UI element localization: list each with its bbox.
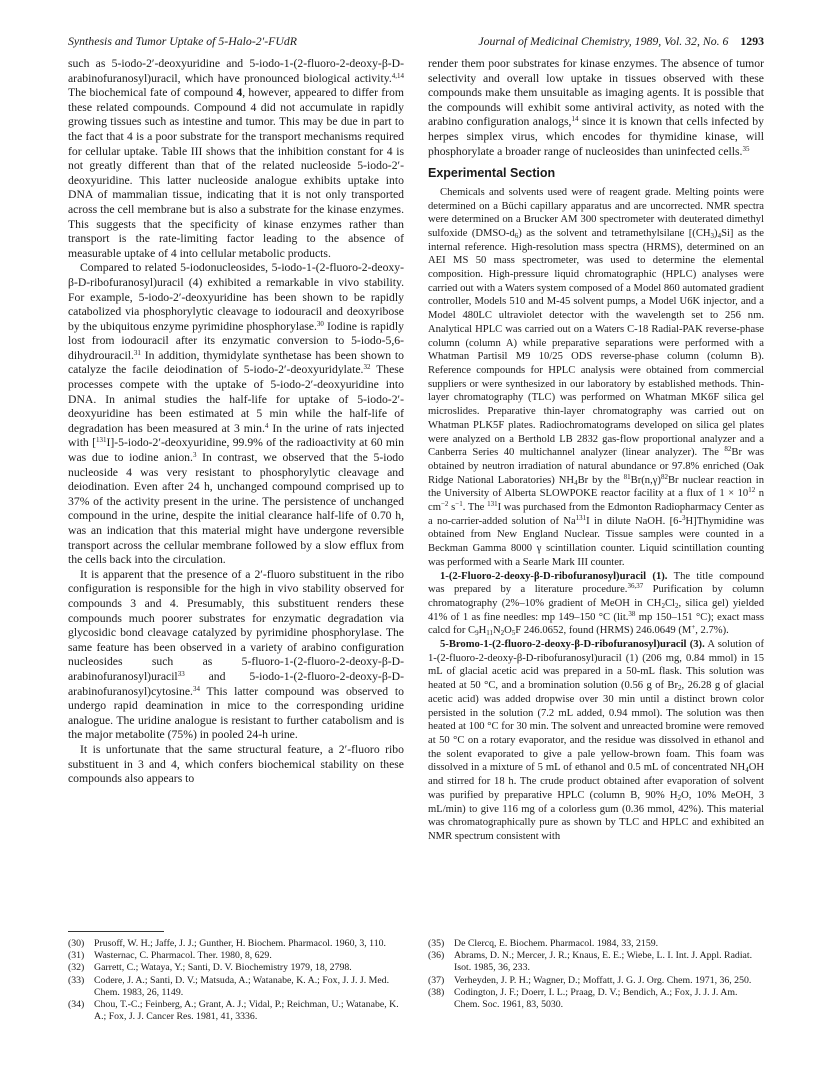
citation-sup: 35: [742, 144, 750, 153]
text-run: , 26.28 g of glacial acetic acid) was added dropwise over 30 min until a distinct brown color persisted in the solution (7.2 mL added, 0.94 mmol). The solution was then heated at 100 °C for 30 min. The solvent and unreacted bromine were removed at 50 °C on a rotary evaporator, and the residue was dissolved in ethanol and the solent evaporated to give a pale yellow-brown foam. This foam was dissolved in a mixture of 5 mL of ethanol and 0.5 mL of concentrated NH: [428, 680, 765, 774]
isotope-sup: 131: [95, 436, 107, 445]
text-run: , 2.7%).: [695, 625, 729, 637]
text-run: In addition, thymidylate synthetase has been shown to catalyze the facile deiodination of 5-iodo-2′-deoxyuridylate.: [68, 348, 404, 377]
text-run: . The: [462, 502, 488, 514]
exponent-sup: 12: [748, 486, 756, 495]
exponent-sup: −2: [440, 500, 449, 509]
reference-item: [68, 999, 404, 1023]
text-run: ): [714, 227, 718, 239]
isotope-sup: 3: [682, 513, 686, 522]
references-left: [68, 938, 404, 1023]
isotope-sup: 81: [623, 472, 631, 481]
reference-item: [428, 987, 764, 1011]
paragraph: [428, 57, 764, 159]
subscript: 2: [500, 629, 505, 638]
text-run: Cl: [664, 597, 675, 609]
text-run: H: [478, 625, 487, 637]
subscript: 4: [717, 231, 722, 240]
text-run: The title compound was prepared by a literature procedure.: [428, 570, 764, 596]
citation-sup: 31: [133, 348, 141, 357]
reference-number: (38): [428, 986, 445, 998]
running-title: Synthesis and Tumor Uptake of 5-Halo-2′-FUdR: [68, 34, 297, 48]
reference-text: Codere, J. A.; Santi, D. V.; Matsuda, A.; Watanabe, K. A.; Fox, J. J. J. Med. Chem. 1983, 26, 1149.: [94, 974, 390, 998]
subscript: 9: [475, 629, 479, 638]
text-run: and 5-iodo-1-(2-fluoro-2-deoxy-β-D-arabinofuranosyl)cytosine.: [68, 669, 404, 698]
journal-citation: [478, 34, 764, 49]
reference-number: (33): [68, 974, 85, 986]
reference-text: Prusoff, W. H.; Jaffe, J. J.; Gunther, H. Biochem. Pharmacol. 1960, 3, 110.: [94, 938, 386, 949]
footnote-rule: [68, 931, 164, 932]
text-run: It is apparent that the presence of a 2′-fluoro substituent in the ribo configuration is responsible for the high in vivo stability observed for compounds 3 and 4. Presumably, this substituent renders these compounds much poorer substrates for enzymatic degradation via glycosidic bond cleavage catalyzed by pyrimidine phosphorylase. The same feature has been observed in a variety of arabino configuration nucleosides such as 5-fluoro-1-(2-fluoro-2-deoxy-β-D-arabinofuranosyl)uracil: [68, 567, 404, 683]
text-run: Br nuclear reaction in the University of Alberta SLOWPOKE reactor facility at a flux of 1 × 10: [428, 474, 765, 500]
reference-item: [428, 938, 764, 950]
reference-item: [68, 950, 404, 962]
exponent-sup: −1: [455, 500, 463, 509]
right-column: [428, 57, 764, 844]
paragraph: [68, 57, 404, 261]
reference-text: Chou, T.-C.; Feinberg, A.; Grant, A. J.; Vidal, P.; Reichman, U.; Watanabe, K. A.; Fox, J. J. Cancer Res. 1981, 41, 3336.: [94, 999, 399, 1023]
citation-sup: 36,37: [627, 582, 644, 591]
citation-sup: 30: [316, 319, 324, 328]
charge-sup: +: [691, 623, 696, 632]
text-run: Compared to related 5-iodonucleosides, 5-iodo-1-(2-fluoro-2-deoxy-β-D-ribofuranosyl)uracil (4) exhibited a remarkable in vivo stability. For example, 5-iodo-2′-deoxyuridine has been shown to be rapidly catabolized via phosphorylytic cleavage to iodouracil and deoxyribose by the ubiquitous enzyme pyrimidine phosphorylase.: [68, 261, 404, 333]
compound-heading: 5-Bromo-1-(2-fluoro-2-deoxy-β-D-ribofuranosyl)uracil (3).: [440, 639, 705, 651]
text-run: F 246.0652, found (HRMS) 246.0649 (M: [515, 625, 692, 637]
running-header: [68, 34, 764, 50]
reference-item: [68, 975, 404, 999]
paragraph: [428, 638, 764, 844]
left-column: [68, 57, 404, 787]
citation-sup: 32: [363, 363, 371, 372]
page-number: 1293: [740, 34, 764, 48]
text-run: n cm: [428, 488, 764, 514]
reference-text: Garrett, C.; Wataya, Y.; Santi, D. V. Biochemistry 1979, 18, 2798.: [94, 962, 352, 974]
reference-item: [428, 975, 764, 987]
text-run: render them poor substrates for kinase enzymes. The absence of tumor selectivity and overall low uptake in tissues observed with these compounds make them unsuitable as imaging agents. It is possible that the compounds will exhibit some antiviral activity, as noted with the arabino configuration analogs,: [428, 57, 764, 129]
text-run: H]Thymidine was obtained from New England Nuclear. Tissue samples were counted in a Beckman Gamma 8000 γ scintillation counter. Liquid scintillation counting was performed with a Searle Mark III counter.: [428, 515, 764, 568]
reference-item: [68, 938, 404, 950]
reference-text: Verheyden, J. P. H.; Wagner, D.; Moffatt, J. G. J. Org. Chem. 1971, 36, 250.: [454, 974, 752, 986]
paragraph: [68, 261, 404, 567]
reference-number: (37): [428, 974, 445, 986]
citation-sup: 14: [571, 115, 579, 124]
citation-sup: 38: [628, 609, 636, 618]
text-run: such as 5-iodo-2′-deoxyuridine and 5-iodo-1-(2-fluoro-2-deoxy-β-D-arabinofuranosyl)uracil, which have pronounced biological activity.: [68, 57, 404, 85]
paragraph: [428, 570, 764, 639]
reference-text: Codington, J. F.; Doerr, I. L.; Praag, D. V.; Bendich, A.; Fox, J. J. J. Am. Chem. Soc. 1961, 83, 5030.: [454, 986, 738, 1011]
text-run: OH and stirred for 18 h. The crude product obtained after evaporation of solvent was purified by preparative HPLC (column B, 90% H: [428, 762, 764, 801]
isotope-sup: 131: [575, 513, 587, 522]
subscript: 3: [710, 231, 715, 240]
reference-number: (35): [428, 938, 445, 949]
reference-text: Wasternac, C. Pharmacol. Ther. 1980, 8, 629.: [94, 950, 272, 962]
subscript: 11: [486, 629, 493, 638]
paragraph: [68, 568, 404, 743]
text-run: ) as the solvent and tetramethylsilane [(CH: [518, 227, 711, 239]
reference-number: (31): [68, 950, 85, 962]
isotope-sup: 82: [724, 445, 732, 454]
text-run: I in dilute NaOH. [6-: [586, 515, 683, 527]
text-run: Iodine is rapidly lost from iodouracil after its enzymatic conversion to 5-iodo-5,6-dihydrouracil.: [68, 319, 404, 362]
text-run: In contrast, we observed that the 5-iodo nucleoside 4 was very resistant to phosphorylytic cleavage and deiodination. Even after 24 h, unchanged compound comprised up to 37% of the activity present in the urine. The persistence of unchanged compound in the urine, despite the initial clearance half-life of 0.70 h, was an indication that this material might have undergone reversible transport across the cellular membrane followed by a slow efflux from the cells back into the circulation.: [68, 451, 404, 567]
reference-text: Abrams, D. N.; Mercer, J. R.; Knaus, E. E.; Wiebe, L. I. Int. J. Appl. Radiat. Isot. 1985, 36, 233.: [454, 950, 753, 974]
subscript: 2: [674, 601, 679, 610]
subscript: 2: [678, 684, 682, 693]
text-run: I was purchased from the Edmonton Radiopharmacy Center as a no-carrier-added solution of Na: [428, 502, 764, 527]
text-run: I]-5-iodo-2′-deoxyuridine, 99.9% of the radioactivity at 60 min was due to iodine anion.: [68, 436, 405, 465]
text-run: Purification by column chromatography (2%–10% gradient of MeOH in CH: [428, 584, 764, 609]
citation-sup: 4,14: [391, 71, 404, 80]
text-run: These processes compete with the uptake of 5-iodo-2′-deoxyuridine into DNA. In animal studies the half-life for uptake of 5-iodo-2′-deoxyuridine has been estimated at 5 min while the half-life of degradation has been measured at 3 min.: [68, 363, 404, 435]
subscript: 6: [514, 231, 519, 240]
subscript: 4: [745, 766, 749, 775]
text-run: , however, appeared to differ from these related compounds. Compound 4 did not accumulate in rapidly growing tissues such as intestine and tumor. This may be due in part to the fact that 4 is a poor substrate for the transport mechanisms required for cellular uptake. Table III shows that the inhibition constant for 4 is not greatly different than that of the related nucleoside 5-iodo-2′-deoxyuridine. This latter nucleoside analogue exhibits uptake into DNA of mammalian tissue, indicating that it is not only transported across the cell membrane but is also a substrate for the kinase enzymes. This suggests that the specificity of kinase enzymes rather than transport is the rate-limiting factor leading to the absence of measurable uptake of 4 into cellular metabolic products.: [68, 86, 404, 260]
isotope-sup: 131: [487, 500, 498, 509]
text-run: , silica gel) yielded 41% of 1 as fine needles: mp 149–150 °C (lit.: [428, 597, 764, 623]
text-run: Chemicals and solvents used were of reagent grade. Melting points were determined on a Büchi capillary apparatus and are uncorrected. NMR spectra were determined on a Brucker AM 300 spectrometer with deuterated dimethyl sulfoxide (DMSO-d: [428, 186, 764, 239]
paragraph: [428, 186, 764, 570]
journal-name: Journal of Medicinal Chemistry, 1989, Vol. 32, No. 6: [478, 34, 729, 48]
reference-text: De Clercq, E. Biochem. Pharmacol. 1984, 33, 2159.: [454, 938, 659, 949]
text-run: s: [448, 502, 456, 514]
text-run: Br(n,γ): [630, 474, 661, 486]
text-run: mp 150–151 °C); exact mass calcd for C: [428, 611, 764, 637]
text-run: since it is known that cells infected by herpes simplex virus, which encodes for thymidine kinase, will phosphorylate a broader range of nucleosides than uninfected cells.: [428, 115, 764, 158]
text-run: Br was obtained by neutron irradiation of natural abundance or 97.8% enriched (Oak Ridge National Laboratories) NH: [428, 447, 764, 486]
subscript: 2: [677, 793, 682, 802]
text-run: O, 10% MeOH, 3 mL/min) to give 116 mg of a colorless gum (0.36 mmol, 42%). This material was chromatographically pure as shown by TLC and HPLC and exhibited an NMR spectrum consistent with: [428, 789, 764, 842]
compound-number: 4: [236, 86, 243, 100]
reference-item: [68, 962, 404, 974]
compound-heading: 1-(2-Fluoro-2-deoxy-β-D-ribofuranosyl)uracil (1).: [440, 570, 668, 582]
citation-sup: 4: [264, 421, 269, 430]
references-right: [428, 938, 764, 1011]
text-run: O: [504, 625, 512, 637]
text-run: N: [492, 625, 501, 637]
reference-item: [428, 950, 764, 974]
reference-number: (32): [68, 962, 85, 974]
reference-number: (34): [68, 999, 85, 1011]
text-run: The biochemical fate of compound: [68, 86, 237, 100]
subscript: 2: [661, 601, 665, 610]
text-run: Si] as the internal reference. High-resolution mass spectra (HRMS), determined on an AEI MS 50 mass spectrometer, was used to determine the elemental composition. High-pressure liquid chromatographic (HPLC) analyses were carried out with a Waters system composed of a Model 860 automated gradient controller, Models 510 and M-45 solvent pumps, a Model U6K injector, and a Model 480LC ultraviolet detector with the wavelength set to 256 nm. Analytical HPLC was carried out on a Waters C-18 Radial-PAK reverse-phase column (column A) while preparative separations were performed with a Whatman Partisil M9 10/25 ODS reverse-phase column (column B). Reference compounds for HPLC analysis were obtained from commercial suppliers or were synthesized in our laboratory by established methods. Thin-layer chromatography (TLC) was performed on Whatman MK6F silica gel microslides. Preparative thin-layer chromatography was carried out on Whatman PLK5F plates. Radiochromatograms developed on silica gel plates were analyzed on a Berthold LB 2832 gas-flow proportional analyzer and a Canberra Series 40 multichannel analyzer (linear analyzer). The: [428, 227, 764, 459]
isotope-sup: 82: [660, 472, 668, 481]
citation-sup: 33: [177, 669, 185, 678]
text-run: A solution of 1-(2-fluoro-2-deoxy-β-D-ribofuranosyl)uracil (1) (206 mg, 0.84 mmol) in 15 mL of glacial acetic acid was prepared in a 50-mL flask. This solution was heated at 50 °C, and a bromination solution (0.56 g of Br: [428, 639, 764, 692]
paragraph: It is unfortunate that the same structural feature, a 2′-fluoro ribo substituent in 3 and 4, which confers biochemical stability on these compounds also appears to: [68, 742, 404, 786]
text-run: This latter compound was observed to undergo rapid deamination in mice to the corresponding uridine analogue. The uridine analogue is resistant to further catabolism and is the major metabolite (75%) in pooled 24-h urine.: [68, 684, 404, 742]
citation-sup: 3: [192, 451, 197, 460]
text-run: Br by the: [577, 474, 624, 486]
citation-sup: 34: [192, 684, 200, 693]
subscript: 4: [574, 478, 578, 487]
subscript: 5: [511, 629, 516, 638]
reference-number: (36): [428, 950, 445, 962]
section-heading: Experimental Section: [428, 166, 556, 181]
text-run: In the urine of rats injected with [: [68, 421, 404, 450]
reference-number: (30): [68, 938, 85, 949]
